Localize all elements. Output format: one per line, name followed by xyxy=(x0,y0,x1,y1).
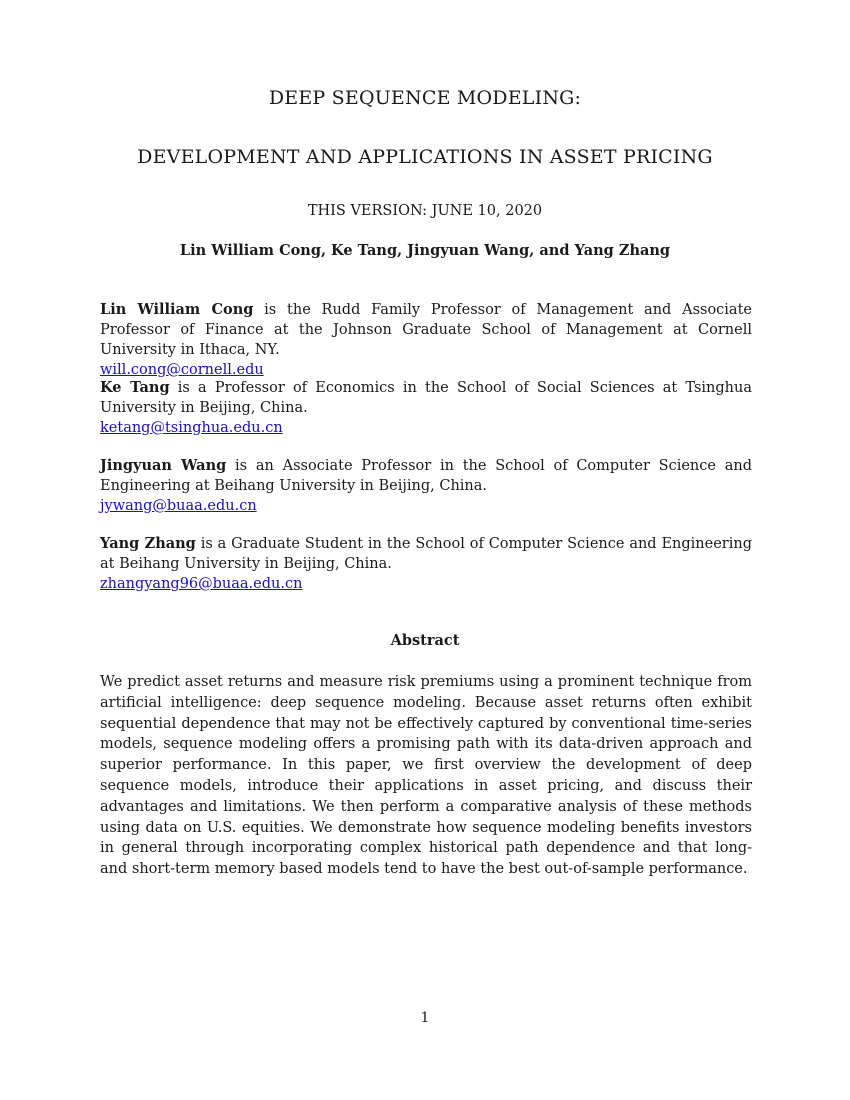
author-bio-cong xyxy=(100,300,752,380)
paper-title-line-2: DEVELOPMENT AND APPLICATIONS IN ASSET PRICING xyxy=(137,146,713,168)
author-description: is a Graduate Student in the School of Computer Science and Engineering at Beihang University in Beijing, China. xyxy=(100,536,752,572)
author-name: Jingyuan Wang xyxy=(100,457,227,474)
author-name: Yang Zhang xyxy=(100,535,196,552)
author-email-link[interactable]: zhangyang96@buaa.edu.cn xyxy=(100,576,303,592)
author-bio-wang xyxy=(100,456,752,516)
author-description: is the Rudd Family Professor of Management and Associate Professor of Finance at the Johnson Graduate School of Management at Cornell University in Ithaca, NY. xyxy=(100,302,752,358)
page-number: 1 xyxy=(420,1010,430,1026)
author-name: Lin William Cong xyxy=(100,301,254,318)
version-date: THIS VERSION: JUNE 10, 2020 xyxy=(307,203,543,219)
author-list: Lin William Cong, Ke Tang, Jingyuan Wang, and Yang Zhang xyxy=(179,242,671,259)
abstract-body: We predict asset returns and measure risk premiums using a prominent technique from artificial intelligence: deep sequence modeling. Because asset returns often exhibit sequential dependence that may not be effectively captured by conventional time-series models, sequence modeling offers a promising path with its data-driven approach and superior performance. In this paper, we first overview the development of deep sequence models, introduce their applications in asset pricing, and discuss their advantages and limitations. We then perform a comparative analysis of these methods using data on U.S. equities. We demonstrate how sequence modeling benefits investors in general through incorporating complex historical path dependence and that long- and short-term memory based models tend to have the best out-of-sample performance. xyxy=(100,674,752,878)
author-description: is an Associate Professor in the School of Computer Science and Engineering at Beihang University in Beijing, China. xyxy=(100,458,752,494)
author-email-link[interactable]: ketang@tsinghua.edu.cn xyxy=(100,420,283,436)
author-bio-tang xyxy=(100,378,752,438)
author-email-link[interactable]: jywang@buaa.edu.cn xyxy=(100,498,257,514)
author-bio-zhang xyxy=(100,534,752,594)
author-email-link[interactable]: will.cong@cornell.edu xyxy=(100,362,264,378)
author-description: is a Professor of Economics in the School of Social Sciences at Tsinghua University in Beijing, China. xyxy=(100,380,752,416)
abstract-heading: Abstract xyxy=(390,632,460,649)
author-name: Ke Tang xyxy=(100,379,170,396)
paper-title-line-1: DEEP SEQUENCE MODELING: xyxy=(268,87,582,109)
